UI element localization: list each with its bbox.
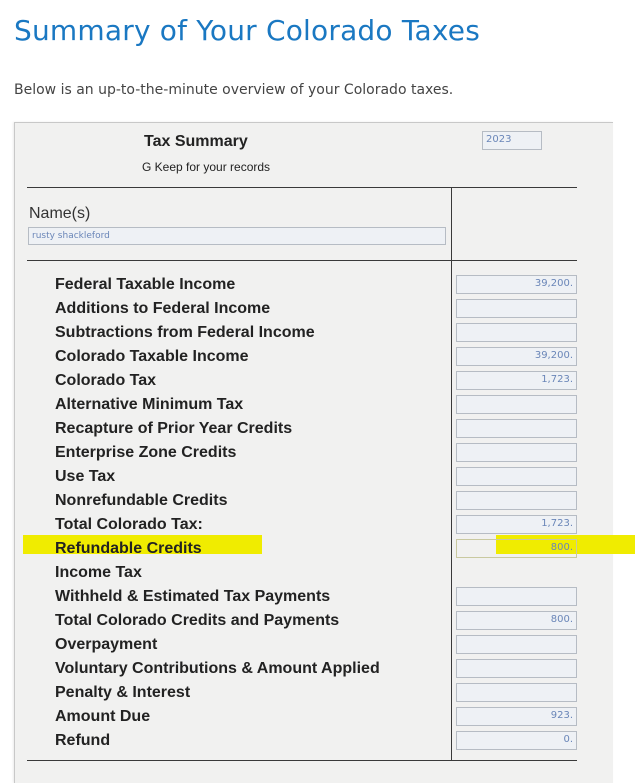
- line-label: Nonrefundable Credits: [55, 492, 228, 509]
- line-label: Voluntary Contributions & Amount Applied: [55, 660, 380, 677]
- line-amount-field[interactable]: [456, 467, 577, 486]
- line-amount-field[interactable]: 923.: [456, 707, 577, 726]
- form-heading: Tax Summary: [144, 133, 248, 150]
- line-amount-field[interactable]: [456, 659, 577, 678]
- line-label: Use Tax: [55, 468, 116, 485]
- line-amount-field[interactable]: [456, 491, 577, 510]
- line-amount-field[interactable]: 39,200.: [456, 275, 577, 294]
- line-label: Income Tax: [55, 564, 142, 581]
- line-label: Enterprise Zone Credits: [55, 444, 237, 461]
- line-amount-field[interactable]: [456, 419, 577, 438]
- line-label: Colorado Tax: [55, 372, 157, 389]
- line-amount-field[interactable]: [456, 395, 577, 414]
- line-amount-field[interactable]: 800.: [456, 539, 577, 558]
- line-amount-field[interactable]: 1,723.: [456, 515, 577, 534]
- line-amount-field[interactable]: 39,200.: [456, 347, 577, 366]
- form-subheading: G Keep for your records: [142, 160, 271, 174]
- line-label: Amount Due: [55, 708, 151, 725]
- line-label: Overpayment: [55, 636, 158, 653]
- line-label: Subtractions from Federal Income: [55, 324, 315, 341]
- tax-summary-form: [14, 122, 613, 783]
- tax-year-field[interactable]: 2023: [482, 131, 542, 150]
- line-amount-field[interactable]: [456, 323, 577, 342]
- page-title: Summary of Your Colorado Taxes: [14, 14, 480, 47]
- header-divider: [27, 187, 577, 188]
- names-field[interactable]: rusty shackleford: [28, 227, 446, 245]
- line-label: Alternative Minimum Tax: [55, 396, 244, 413]
- page-subtitle: Below is an up-to-the-minute overview of your Colorado taxes.: [14, 82, 454, 98]
- line-amount-field[interactable]: 1,723.: [456, 371, 577, 390]
- line-label: Additions to Federal Income: [55, 300, 271, 317]
- amount-column-divider: [451, 260, 452, 760]
- line-label: Penalty & Interest: [55, 684, 191, 701]
- line-amount-field[interactable]: 800.: [456, 611, 577, 630]
- line-amount-field[interactable]: [456, 683, 577, 702]
- names-label: Name(s): [29, 205, 91, 222]
- line-label: Withheld & Estimated Tax Payments: [55, 588, 331, 605]
- names-column-divider: [451, 187, 452, 260]
- line-label: Colorado Taxable Income: [55, 348, 249, 365]
- line-amount-field[interactable]: [456, 299, 577, 318]
- line-label: Federal Taxable Income: [55, 276, 236, 293]
- line-label: Refundable Credits: [55, 540, 202, 557]
- line-amount-field[interactable]: [456, 443, 577, 462]
- names-divider: [27, 260, 577, 261]
- footer-divider: [27, 760, 577, 761]
- line-amount-field[interactable]: 0.: [456, 731, 577, 750]
- line-label: Refund: [55, 732, 111, 749]
- line-label: Total Colorado Tax:: [55, 516, 203, 533]
- line-amount-field[interactable]: [456, 587, 577, 606]
- line-label: Recapture of Prior Year Credits: [55, 420, 293, 437]
- line-amount-field[interactable]: [456, 635, 577, 654]
- line-label: Total Colorado Credits and Payments: [55, 612, 340, 629]
